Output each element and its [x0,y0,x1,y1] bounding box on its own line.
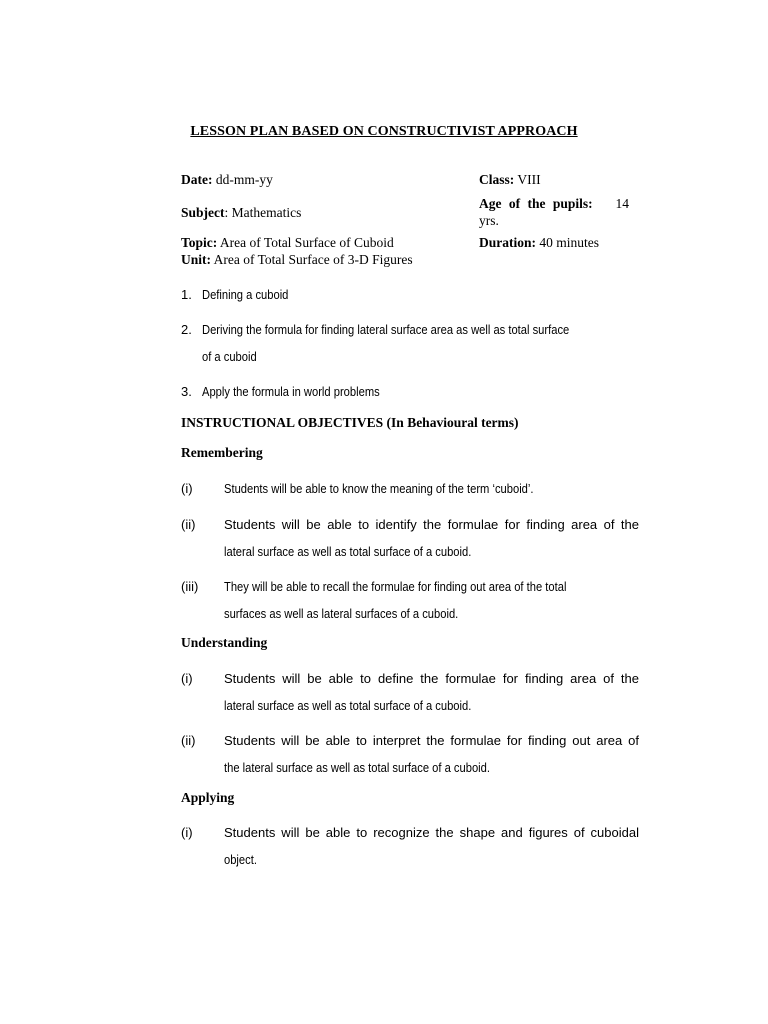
objective-number: (i) [181,481,193,496]
objective-number: (ii) [181,733,196,748]
list-item-text: of a cuboid [202,349,257,364]
objective-text: lateral surface as well as total surface of a cuboid. [224,544,472,559]
section-heading-applying: Applying [181,790,235,805]
objective-text: Students will be able to define the formulae for finding area of the [224,671,639,686]
objective-text: lateral surface as well as total surface of a cuboid. [224,698,472,713]
objective-text: Students will be able to identify the formulae for finding area of the [224,517,639,532]
objective-number: (iii) [181,579,199,594]
objective-text: the lateral surface as well as total surface of a cuboid. [224,760,490,775]
list-item-number: 1. [181,287,192,302]
class-label: Class: [479,172,515,187]
class-value: VIII [517,172,541,187]
age-label: Age of the pupils: [479,196,593,211]
unit-label: Unit: [181,252,211,267]
page-title: LESSON PLAN BASED ON CONSTRUCTIVIST APPROACH [190,124,578,139]
objective-number: (ii) [181,517,196,532]
unit-value: Area of Total Surface of 3-D Figures [213,252,413,267]
objective-text: Students will be able to interpret the formulae for finding out area of [224,733,639,748]
list-item-number: 2. [181,322,192,337]
duration-label: Duration: [479,235,536,250]
date-label: Date: [181,172,213,187]
subject-value: : Mathematics [224,205,302,220]
list-item-text: Deriving the formula for finding lateral surface area as well as total surface [202,322,570,337]
topic-value: Area of Total Surface of Cuboid [219,235,394,250]
objective-text: object. [224,852,257,867]
age-row [479,196,629,212]
subject-label: Subject [181,205,225,220]
objective-text: They will be able to recall the formulae for finding out area of the total [224,579,567,594]
list-item-text: Apply the formula in world problems [202,384,380,399]
objective-number: (i) [181,671,193,686]
objective-text: surfaces as well as lateral surfaces of a cuboid. [224,606,459,621]
section-heading-understanding: Understanding [181,635,268,650]
objective-number: (i) [181,825,193,840]
objectives-heading: INSTRUCTIONAL OBJECTIVES (In Behavioural terms) [181,415,519,430]
topic-row [181,235,394,251]
objective-text: Students will be able to recognize the shape and figures of cuboidal [224,825,639,840]
list-item-text: Defining a cuboid [202,287,289,302]
age-unit: yrs. [479,213,499,228]
age-value: 14 [615,196,629,211]
duration-value: 40 minutes [539,235,599,250]
subject-row [181,205,301,221]
date-value: dd-mm-yy [215,172,273,187]
objective-text: Students will be able to know the meaning of the term ‘cuboid’. [224,481,534,496]
section-heading-remembering: Remembering [181,445,263,460]
class-row [479,172,541,188]
list-item-number: 3. [181,384,192,399]
unit-row [181,252,413,268]
date-row [181,172,273,188]
duration-row [479,235,599,251]
topic-label: Topic: [181,235,218,250]
